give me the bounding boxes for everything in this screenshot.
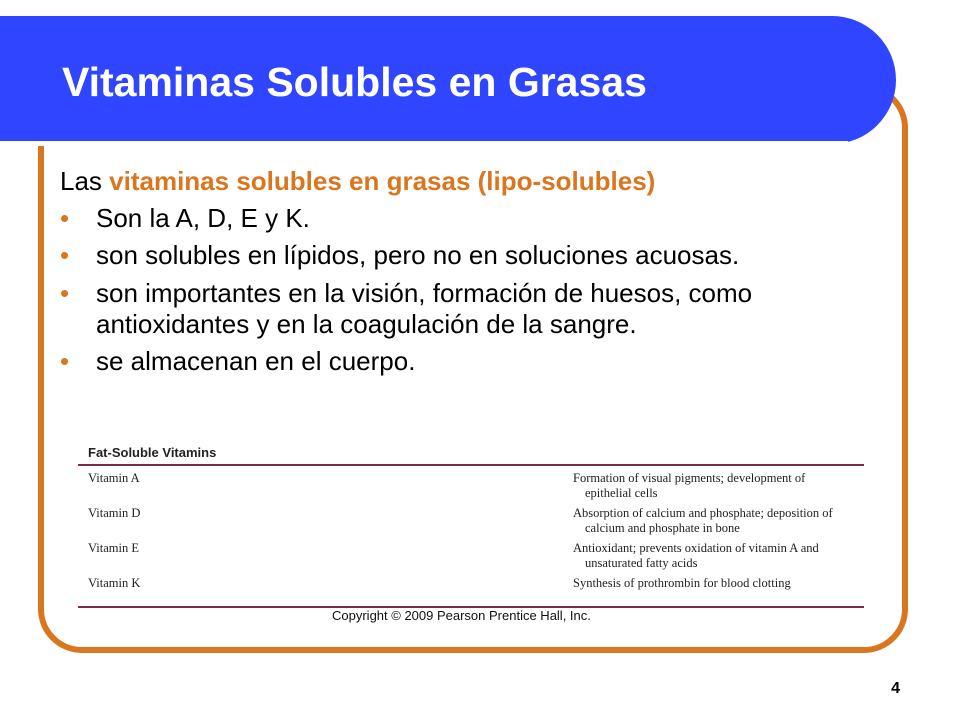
vitamin-function — [573, 541, 863, 571]
bullet-item — [60, 240, 900, 271]
bullet-list — [60, 203, 900, 377]
intro-line — [60, 166, 900, 197]
intro-prefix: Las — [60, 166, 110, 196]
function-line: Synthesis of prothrombin for blood clotting — [573, 576, 791, 590]
function-line-continued: unsaturated fatty acids — [585, 556, 698, 570]
bullet-item — [60, 278, 900, 340]
bullet-text: se almacenan en el cuerpo. — [96, 345, 416, 376]
title-bar — [0, 16, 896, 144]
bullet-dot: • — [60, 203, 70, 234]
page-number: 4 — [891, 680, 900, 697]
table-row — [78, 466, 864, 501]
copyright-notice: Copyright © 2009 Pearson Prentice Hall, Inc. — [332, 608, 591, 623]
vitamin-name: Vitamin E — [88, 541, 139, 555]
vitamin-function — [573, 576, 863, 591]
bullet-item — [60, 203, 900, 234]
vitamin-name: Vitamin A — [88, 471, 140, 485]
title-underline — [0, 141, 848, 146]
fat-soluble-vitamins-table — [78, 443, 864, 608]
slide-body — [60, 166, 900, 383]
function-line: Absorption of calcium and phosphate; deposition of — [573, 506, 833, 520]
vitamin-name: Vitamin K — [88, 576, 141, 590]
function-line-continued: calcium and phosphate in bone — [585, 521, 740, 535]
bullet-dot: • — [60, 240, 70, 271]
bullet-text: son importantes en la visión, formación de huesos, como antioxidantes y en la coagulación de la sangre. — [96, 277, 753, 339]
vitamin-function — [573, 506, 863, 536]
bullet-dot: • — [60, 345, 70, 376]
table-heading: Fat-Soluble Vitamins — [78, 443, 864, 466]
vitamin-function — [573, 471, 863, 501]
function-line: Formation of visual pigments; development of — [573, 471, 806, 485]
table-row — [78, 536, 864, 571]
table-row — [78, 501, 864, 536]
bullet-item — [60, 346, 900, 377]
bullet-dot: • — [60, 277, 70, 308]
table-row — [78, 571, 864, 606]
function-line: Antioxidant; prevents oxidation of vitamin A and — [573, 541, 819, 555]
function-line-continued: epithelial cells — [585, 486, 658, 500]
slide-title: Vitaminas Solubles en Grasas — [62, 59, 647, 105]
bullet-text: Son la A, D, E y K. — [96, 203, 310, 234]
bullet-text: son solubles en lípidos, pero no en soluciones acuosas. — [96, 240, 740, 271]
intro-highlight: vitaminas solubles en grasas (lipo-solubles) — [109, 166, 656, 196]
vitamin-name: Vitamin D — [88, 506, 141, 520]
